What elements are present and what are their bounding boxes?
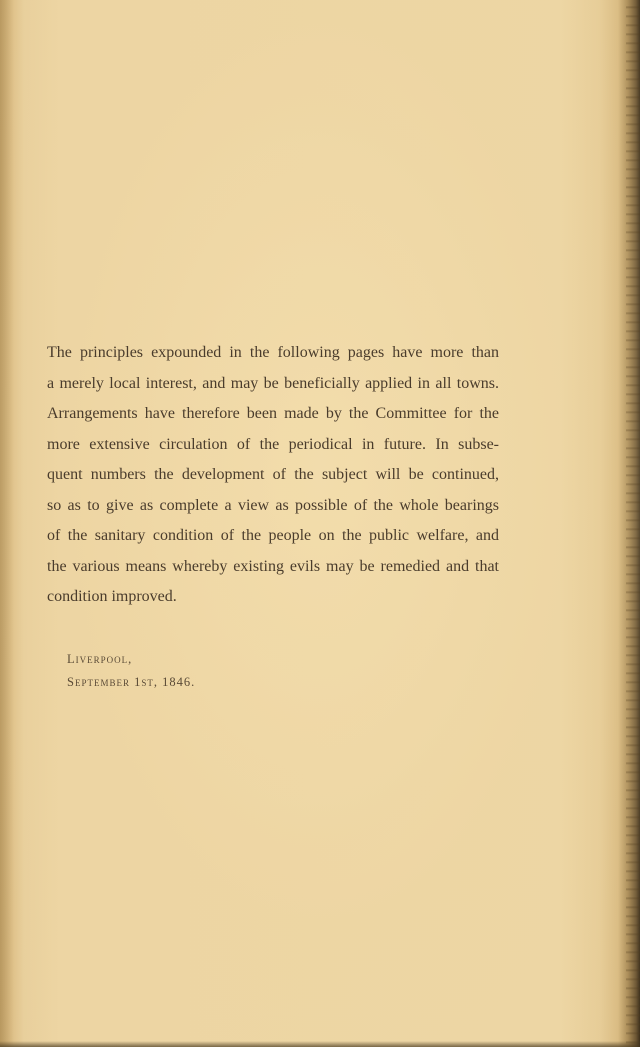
signoff-date: September 1st, 1846. bbox=[67, 675, 196, 689]
paragraph-line: Arrangements have therefore been made by the Committee for the bbox=[47, 405, 499, 422]
preface-paragraph bbox=[47, 338, 499, 613]
paragraph-line: a merely local interest, and may be beneficially applied in all towns. bbox=[47, 374, 499, 392]
paragraph-line: condition improved. bbox=[47, 588, 177, 605]
signoff-place: Liverpool, bbox=[67, 652, 133, 666]
paragraph-line: so as to give as complete a view as possible of the whole bearings bbox=[47, 496, 499, 514]
paragraph-line: of the sanitary condition of the people on the public welfare, and bbox=[47, 527, 499, 544]
paragraph-line: more extensive circulation of the periodical in future. In subse- bbox=[47, 435, 499, 453]
page-gutter-shadow bbox=[0, 0, 14, 1047]
paragraph-line: the various means whereby existing evils may be remedied and that bbox=[47, 557, 499, 575]
signoff bbox=[67, 648, 195, 694]
paragraph-line: The principles expounded in the following pages have more than bbox=[47, 344, 499, 361]
paragraph-line: quent numbers the development of the subject will be continued, bbox=[47, 466, 499, 483]
page-bottom-edge bbox=[0, 1041, 640, 1047]
page-edge bbox=[626, 0, 640, 1047]
